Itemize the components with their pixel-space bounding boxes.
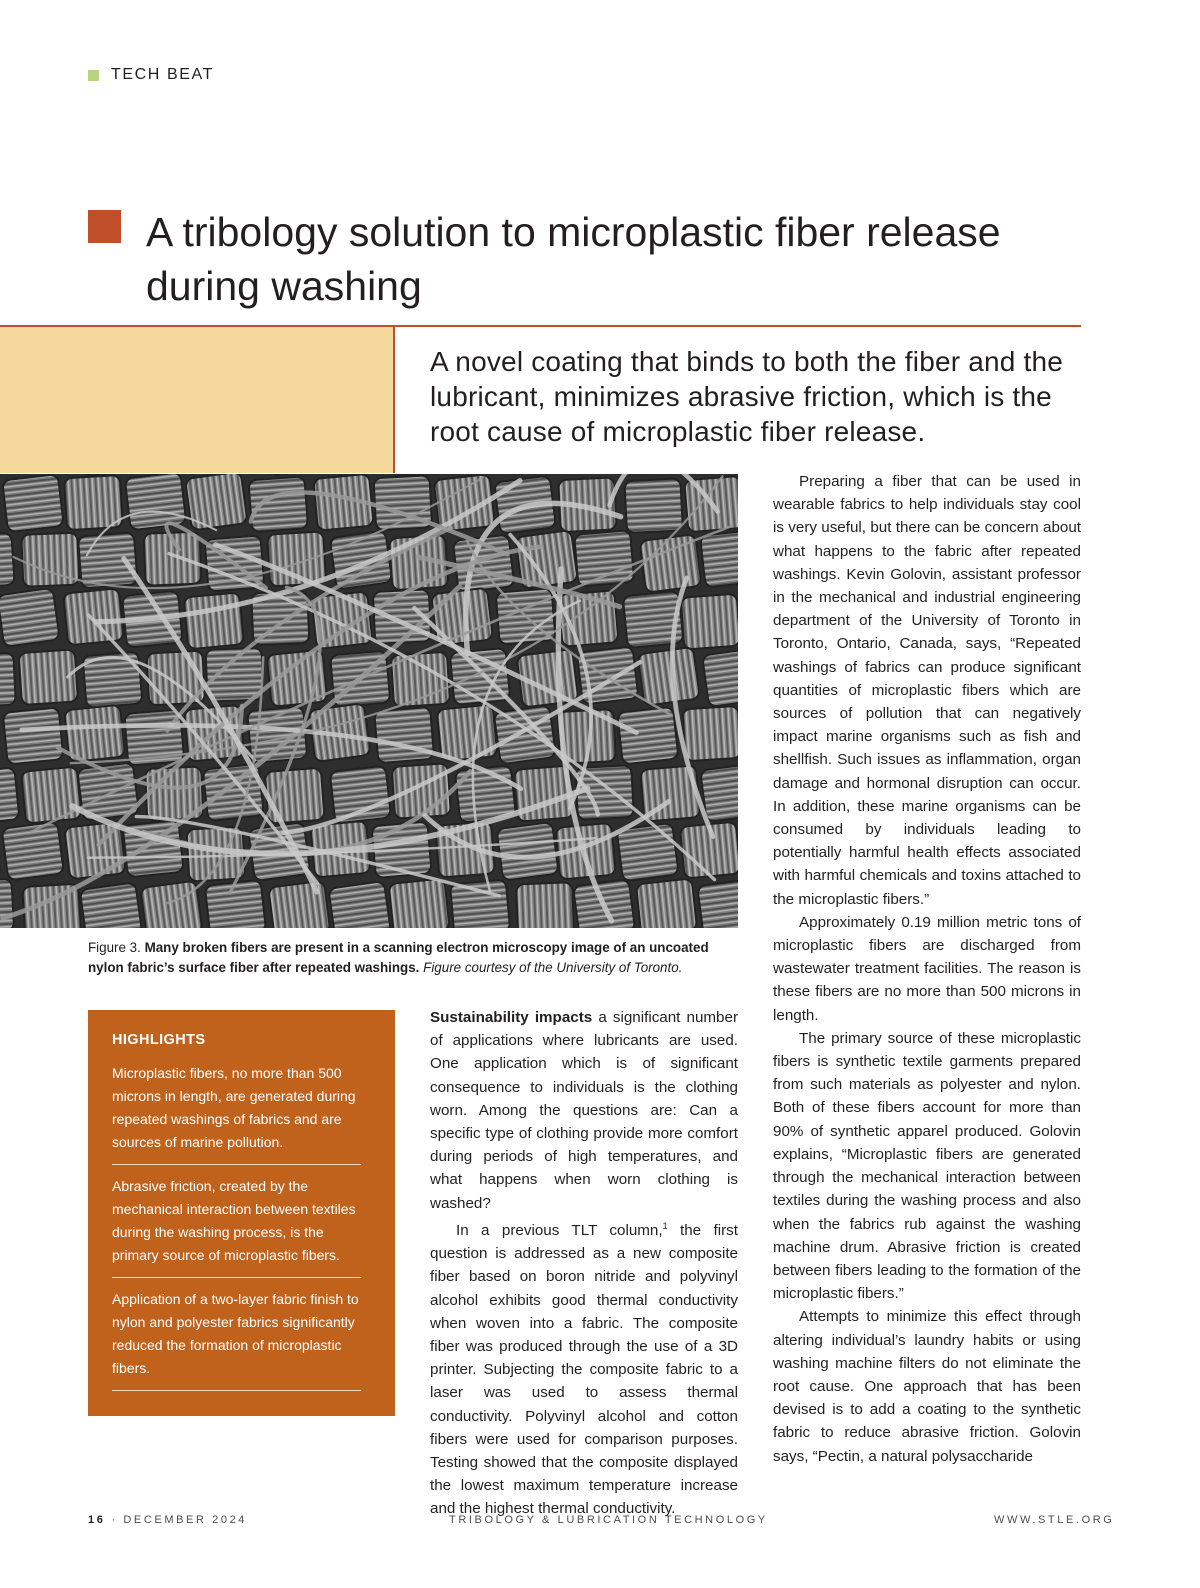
woven-yarn-bundle xyxy=(636,878,697,928)
woven-yarn-bundle xyxy=(64,821,126,879)
body-text: the first question is addressed as a new composite fiber based on boron nitride and polyvinyl alcohol exhibits good thermal conductivity when woven into a fabric. The composite fiber was produced through the use of a 3D printer. Subjecting the composite fabric to a laser was used to assess thermal conductivity. Polyvinyl alcohol and cotton fibers were used for comparison purposes. Testing showed that the composite displayed the lowest maximum temperature increase and the highest thermal conductivity. xyxy=(430,1221,738,1518)
body-paragraph xyxy=(430,1006,738,1215)
woven-yarn-bundle xyxy=(637,647,700,706)
highlights-box xyxy=(88,1010,395,1416)
reference-superscript: 1 xyxy=(662,1220,668,1231)
article-deck: A novel coating that binds to both the fiber and the lubricant, minimizes abrasive friction, which is the root cause of microplastic fiber release. xyxy=(430,346,1064,447)
page-number: 16 xyxy=(88,1514,106,1526)
decorative-tan-block xyxy=(0,327,393,473)
woven-yarn-bundle xyxy=(328,881,391,928)
woven-yarn-bundle xyxy=(268,881,330,928)
highlight-item: Microplastic fibers, no more than 500 microns in length, are generated during repeated washings of fabrics and are sources of marine pollution. xyxy=(112,1062,361,1165)
woven-yarn-bundle xyxy=(80,882,143,928)
woven-yarn-bundle xyxy=(682,706,738,761)
issue-date: · DECEMBER 2024 xyxy=(111,1514,248,1526)
woven-yarn-bundle xyxy=(496,822,558,881)
body-text: a significant number of applications where lubricants are used. One application which is of significant consequence to individuals is the clothing worn. Among the questions are: Can a specific type of clothing provide more comfort during periods of high temperatures, and what happens when worn clothing is washed? xyxy=(430,1009,738,1212)
figure-caption-text: Many broken fibers are present in a scanning electron microscopy image of an uncoated nylon fabric’s surface fiber after repeated washings. xyxy=(88,940,709,975)
body-paragraph xyxy=(430,1215,738,1521)
deck-vertical-divider xyxy=(393,327,395,473)
woven-yarn-bundle xyxy=(206,648,264,702)
title-square-marker xyxy=(88,210,121,243)
body-column-middle xyxy=(430,1006,738,1521)
woven-yarn-bundle xyxy=(617,823,679,882)
body-paragraph: Preparing a fiber that can be used in wearable fabrics to help individuals stay cool is very useful, but there can be concern about what happens to the fabric after repeated washings. Kevin Golovin, assistant professor in the mechanical and industrial engineering department of the University of Toronto in Toronto, Ontario, Canada, says, “Repeated washings of fabrics can produce significant quantities of microplastic fibers which are sources of pollution that can negatively impact marine organisms such as fish and shellfish. Such issues as inflammation, organ damage and hormonal disruption can occur. In addition, these marine organisms can be consumed by individuals leading to potentially harmful health effects associated with harmful chemicals and toxins attached to the microplastic fibers.” xyxy=(773,473,1081,908)
woven-yarn-bundle xyxy=(0,653,16,708)
figure-credit: Figure courtesy of the University of Toronto. xyxy=(423,959,683,975)
woven-yarn-bundle xyxy=(437,704,498,761)
woven-yarn-bundle xyxy=(640,534,702,593)
figure-label: Figure 3. xyxy=(88,940,141,955)
woven-yarn-bundle xyxy=(374,707,434,763)
woven-yarn-bundle xyxy=(697,879,738,928)
article-title: A tribology solution to microplastic fiber release during washing xyxy=(146,209,1001,309)
highlight-item: Application of a two-layer fabric finish to nylon and polyester fabrics significantly reduced the formation of microplastic fibers. xyxy=(112,1288,361,1391)
body-paragraph: Attempts to minimize this effect through altering individual’s laundry habits or using washing machine filters do not eliminate the root cause. One approach that has been devised is to add a coating to the synthetic fabric to reduce abrasive friction. Golovin says, “Pectin, a natural polysaccharide xyxy=(773,1308,1081,1465)
woven-yarn-bundle xyxy=(431,588,493,646)
woven-yarn-bundle xyxy=(392,763,451,819)
woven-yarn-bundle xyxy=(3,707,64,764)
woven-yarn-bundle xyxy=(125,474,187,530)
woven-yarn-bundle xyxy=(63,588,124,645)
figure-caption xyxy=(88,938,738,977)
woven-yarn-bundle xyxy=(140,881,202,928)
footer-publication: TRIBOLOGY & LUBRICATION TECHNOLOGY xyxy=(449,1514,768,1526)
woven-yarn-bundle xyxy=(700,530,738,588)
woven-yarn-bundle xyxy=(21,767,82,824)
body-paragraph: Approximately 0.19 million metric tons of microplastic fibers are discharged from wastewater treatment facilities. The reason is these fibers are no more than 500 microns in length. xyxy=(773,913,1081,1024)
highlights-heading: HIGHLIGHTS xyxy=(112,1032,206,1048)
woven-yarn-bundle xyxy=(205,880,266,928)
woven-yarn-bundle xyxy=(184,592,245,649)
body-paragraph: The primary source of these microplastic fibers is synthetic textile garments prepared from such materials as polyester and nylon. Both of these fibers account for more than 90% of synthetic apparel produced. Golovin explains, “Microplastic fibers are generated through the mechanical interaction between textiles during the washing process and also when the fabrics rub against the washing machine drum. Abrasive friction is created between fibers leading to the formation of the microplastic fibers.” xyxy=(773,1029,1081,1303)
section-tag xyxy=(88,66,214,84)
woven-yarn-bundle xyxy=(624,478,683,533)
sem-fabric-image xyxy=(0,474,738,928)
body-column-right xyxy=(773,470,1081,1468)
woven-yarn-bundle xyxy=(0,533,15,589)
highlight-item: Abrasive friction, created by the mechanical interaction between textiles during the washing process, is the primary source of microplastic fibers. xyxy=(112,1175,361,1278)
woven-yarn-bundle xyxy=(0,879,14,928)
woven-yarn-bundle xyxy=(389,878,450,928)
section-tag-square xyxy=(88,70,99,81)
woven-yarn-bundle xyxy=(185,474,247,530)
section-tag-label: TECH BEAT xyxy=(111,66,215,83)
lead-in: Sustainability impacts xyxy=(430,1009,593,1026)
woven-yarn-bundle xyxy=(681,594,738,650)
body-text: In a previous TLT column, xyxy=(456,1221,663,1239)
footer-website[interactable]: WWW.STLE.ORG xyxy=(994,1514,1115,1526)
footer-page-info xyxy=(88,1514,247,1526)
woven-yarn-bundle xyxy=(330,766,391,824)
woven-yarn-bundle xyxy=(0,588,60,647)
woven-yarn-bundle xyxy=(265,768,325,824)
woven-yarn-bundle xyxy=(702,648,738,707)
woven-yarn-bundle xyxy=(78,532,138,588)
woven-yarn-bundle xyxy=(64,705,125,763)
woven-yarn-bundle xyxy=(516,882,574,928)
woven-fiber-illustration xyxy=(0,474,738,928)
woven-yarn-bundle xyxy=(2,474,64,532)
